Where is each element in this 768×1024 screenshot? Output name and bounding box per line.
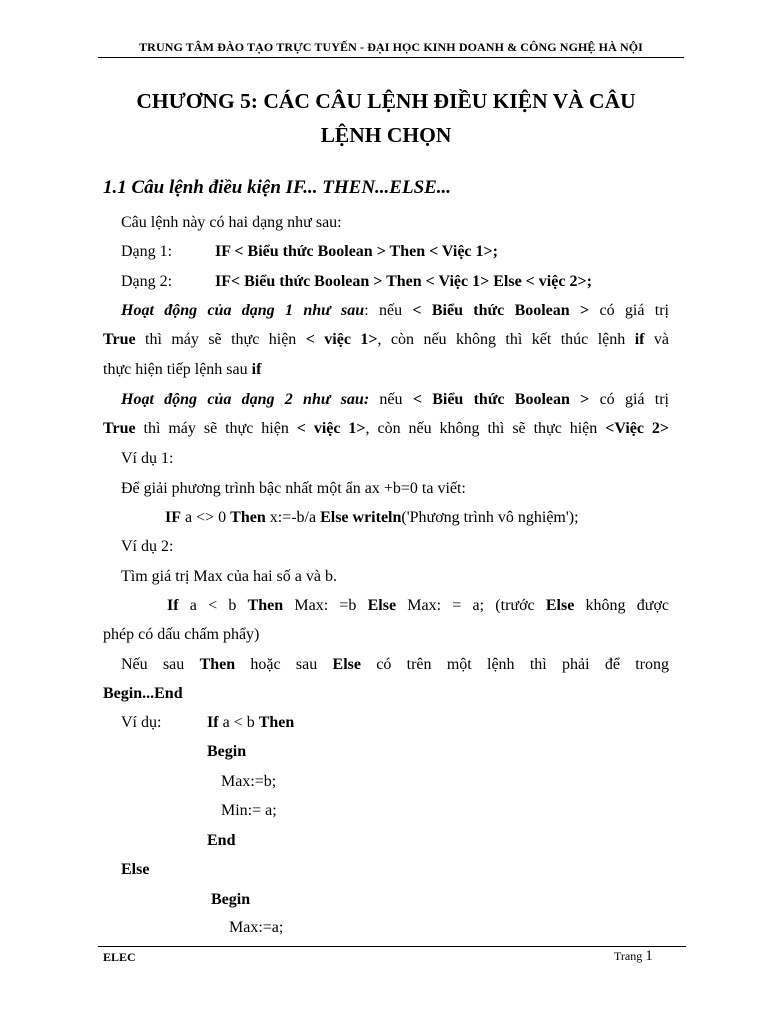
intro-line: Câu lệnh này có hai dạng như sau: — [121, 214, 342, 231]
footer-label: ELEC — [103, 950, 136, 964]
form1-label: Dạng 1: — [121, 243, 173, 260]
example1-label: Ví dụ 1: — [121, 450, 174, 467]
paragraph-form2-line2: True thì máy sẽ thực hiện < việc 1>, còn nếu không thì sẽ thực hiện <Việc 2> — [103, 420, 670, 437]
code-begin-1: Begin — [207, 743, 247, 760]
code-stmt-1: Max:=b; — [221, 773, 277, 790]
example3-label: Ví dụ: — [121, 714, 162, 731]
page-number: Trang 1 — [614, 948, 653, 964]
example2-code-cont: phép có dấu chấm phẩy) — [103, 626, 260, 643]
code-end-1: End — [207, 832, 236, 849]
section-heading: 1.1 Câu lệnh điều kiện IF... THEN...ELSE... — [103, 177, 452, 198]
code-stmt-2: Min:= a; — [221, 802, 277, 819]
paragraph-form1-line2: True thì máy sẽ thực hiện < việc 1>, còn nếu không thì kết thúc lệnh if và — [103, 331, 670, 348]
running-header: TRUNG TÂM ĐÀO TẠO TRỰC TUYẾN - ĐẠI HỌC KINH DOANH & CÔNG NGHỆ HÀ NỘI — [139, 40, 643, 54]
paragraph-form2-line1: Hoạt động của dạng 2 như sau: nếu < Biểu thức Boolean > có giá trị — [121, 391, 669, 408]
chapter-title-line1: CHƯƠNG 5: CÁC CÂU LỆNH ĐIỀU KIỆN VÀ CÂU — [136, 89, 636, 113]
example1-code: IF a <> 0 Then x:=-b/a Else writeln('Phương trình vô nghiệm'); — [165, 509, 579, 526]
example1-description: Để giải phương trình bậc nhất một ẩn ax +b=0 ta viết: — [121, 480, 466, 497]
form2-label: Dạng 2: — [121, 273, 173, 290]
form1-syntax: IF < Biểu thức Boolean > Then < Việc 1>; — [215, 243, 498, 260]
paragraph-form1-line1: Hoạt động của dạng 1 như sau: nếu < Biểu thức Boolean > có giá trị — [121, 302, 670, 319]
code-else: Else — [121, 861, 150, 878]
example2-description: Tìm giá trị Max của hai số a và b. — [121, 568, 337, 585]
chapter-title-line2: LỆNH CHỌN — [320, 123, 452, 147]
chapter-title — [103, 84, 669, 152]
example2-label: Ví dụ 2: — [121, 538, 174, 555]
p2-lead: Hoạt động của dạng 2 như sau: — [121, 391, 370, 408]
code-begin-2: Begin — [211, 891, 251, 908]
footer-rule — [98, 946, 686, 947]
code-stmt-3: Max:=a; — [229, 919, 284, 936]
p1-lead: Hoạt động của dạng 1 như sau — [121, 302, 365, 319]
note-line1: Nếu sau Then hoặc sau Else có trên một lệnh thì phải để trong — [121, 656, 669, 673]
form2-syntax: IF< Biểu thức Boolean > Then < Việc 1> Else < việc 2>; — [215, 273, 592, 290]
note-line2: Begin...End — [103, 685, 183, 702]
header-rule — [98, 57, 684, 58]
paragraph-form1-line3: thực hiện tiếp lệnh sau if — [103, 361, 262, 378]
example3-if-line: If a < b Then — [207, 714, 295, 731]
example2-code: If a < b Then Max: =b Else Max: = a; (trước Else không được — [167, 597, 670, 614]
